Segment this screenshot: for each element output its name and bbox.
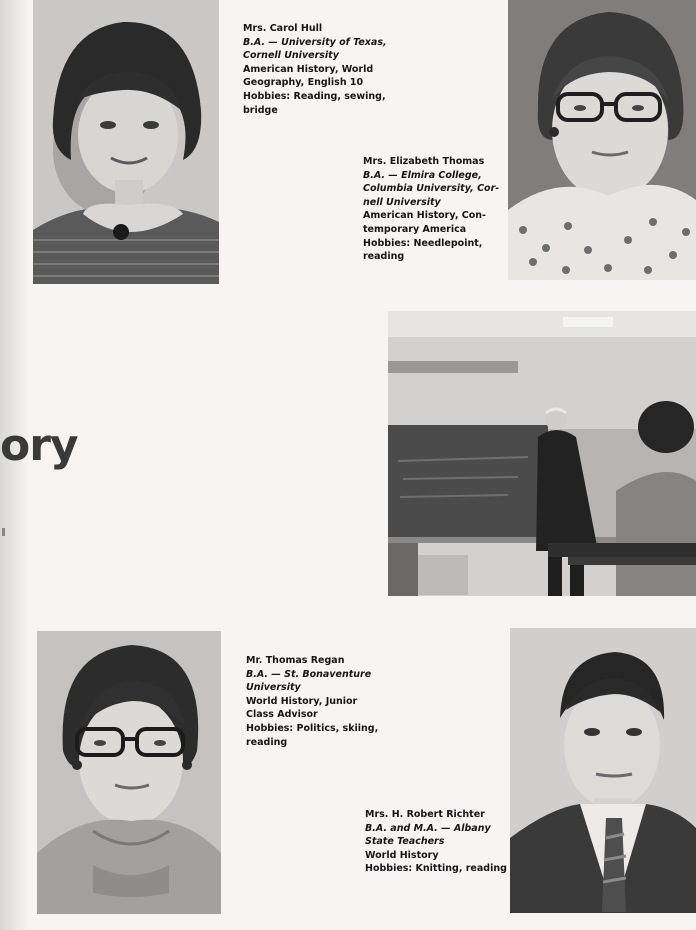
- faculty-subject-line: American History, Con-: [363, 210, 486, 222]
- section-heading-fragment: ory: [0, 420, 78, 471]
- portrait-h-robert-richter: [510, 628, 696, 913]
- faculty-subject-line: American History, World: [243, 63, 374, 75]
- faculty-degree-line: B.A. and M.A. — Albany: [365, 822, 491, 834]
- faculty-hobbies-line: Hobbies: Reading, sewing,: [243, 90, 386, 102]
- faculty-degree-line: B.A. — University of Texas,: [243, 36, 387, 48]
- faculty-subject-line: temporary America: [363, 223, 467, 235]
- portrait-carol-hull: [33, 0, 219, 284]
- faculty-subject-line: World History: [365, 849, 439, 861]
- faculty-degree-line: Cornell University: [243, 50, 339, 62]
- faculty-degree-line: nell University: [363, 196, 441, 208]
- faculty-degree-line: B.A. — Elmira College,: [363, 169, 482, 181]
- faculty-name: Mrs. H. Robert Richter: [365, 809, 485, 820]
- caption-h-robert-richter: [365, 808, 505, 876]
- classroom-photo: [388, 311, 696, 596]
- faculty-degree-line: Columbia University, Cor-: [363, 183, 500, 195]
- caption-carol-hull: [243, 22, 387, 117]
- faculty-hobbies-line: Hobbies: Knitting, reading: [365, 863, 507, 875]
- faculty-degree-line: University: [246, 682, 301, 694]
- faculty-hobbies-line: reading: [363, 251, 405, 263]
- faculty-hobbies-line: Hobbies: Politics, skiing,: [246, 722, 379, 734]
- faculty-degree-line: B.A. — St. Bonaventure: [246, 668, 372, 680]
- faculty-subject-line: Geography, English 10: [243, 77, 364, 89]
- faculty-hobbies-line: bridge: [243, 104, 278, 116]
- faculty-hobbies-line: Hobbies: Needlepoint,: [363, 237, 483, 249]
- faculty-name: Mrs. Elizabeth Thomas: [363, 156, 485, 167]
- faculty-hobbies-line: reading: [246, 736, 288, 748]
- faculty-subject-line: World History, Junior: [246, 695, 358, 707]
- faculty-subject-line: Class Advisor: [246, 709, 318, 721]
- faculty-name: Mrs. Carol Hull: [243, 23, 323, 34]
- portrait-elizabeth-thomas: [508, 0, 696, 280]
- faculty-degree-line: State Teachers: [365, 836, 445, 848]
- caption-elizabeth-thomas: [363, 155, 498, 264]
- page-mark: [2, 528, 5, 536]
- portrait-thomas-regan: [37, 631, 221, 914]
- caption-thomas-regan: [246, 654, 379, 749]
- faculty-name: Mr. Thomas Regan: [246, 655, 345, 666]
